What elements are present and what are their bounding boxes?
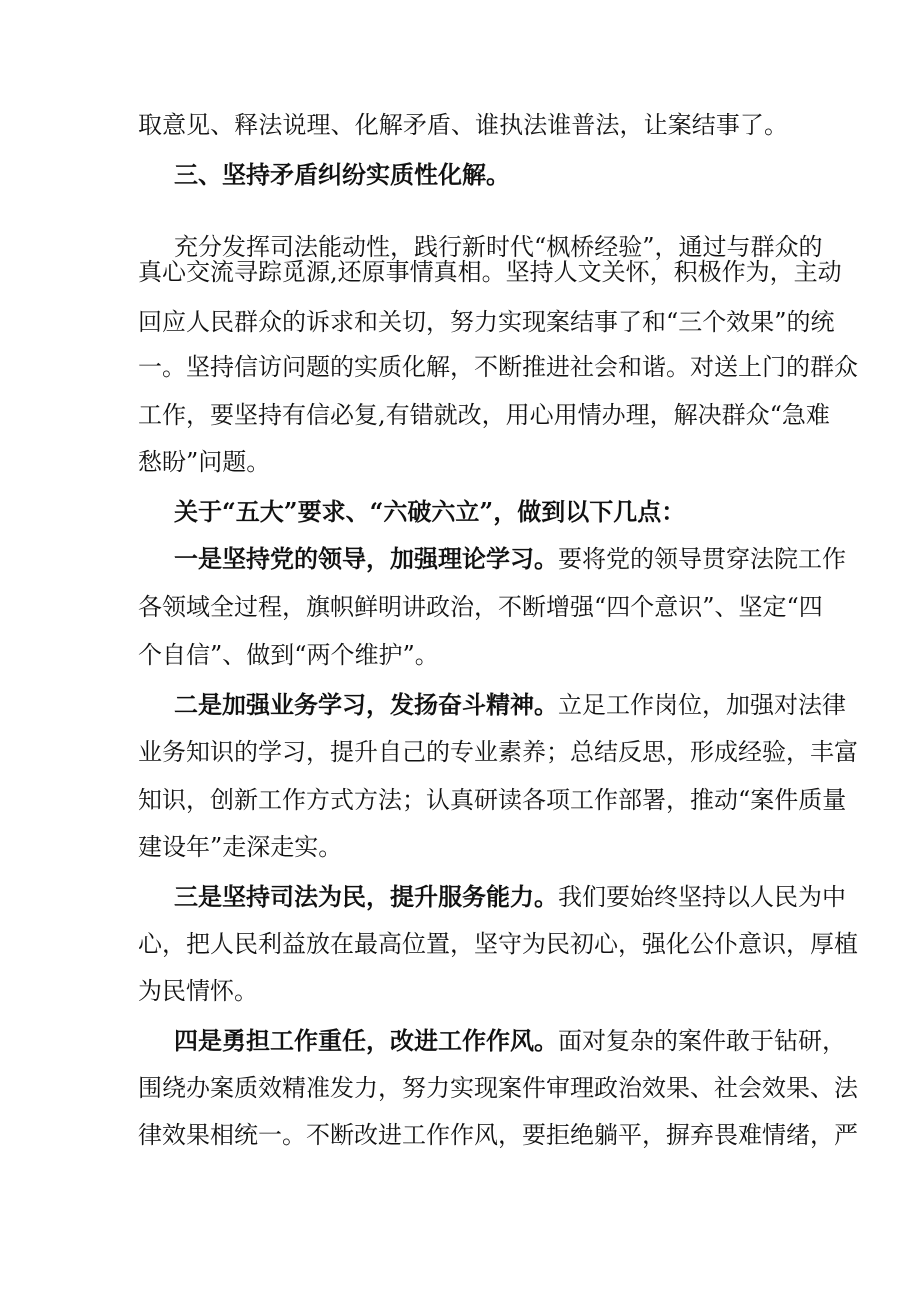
text-line: 为民情怀。 [138,977,258,1005]
mixed-paragraph-line [174,690,846,720]
text-line: 各领域全过程，旗帜鲜明讲政治，不断增强“四个意识”、坚定“四 [138,593,823,621]
text-line: 建设年”走深走实。 [138,833,343,861]
text-line: 工作，要坚持有信必复,有错就改，用心用情办理，解决群众“急难 [138,401,830,429]
text-line: 回应人民群众的诉求和关切，努力实现案结事了和“三个效果”的统 [138,308,835,336]
text-line: 心，把人民利益放在最高位置，坚守为民初心，强化公仆意识，厚植 [138,930,858,958]
text-line: 一。坚持信访问题的实质化解，不断推进社会和谐。对送上门的群众 [138,353,858,381]
point-text: 要将党的领导贯穿法院工作 [558,545,846,573]
mixed-paragraph-line [174,544,846,574]
point-title: 三是坚持司法为民，提升服务能力。 [174,882,558,911]
point-text: 面对复杂的案件敢于钻研， [558,1027,846,1055]
text-line: 围绕办案质效精准发力，努力实现案件审理政治效果、社会效果、法 [138,1074,858,1102]
text-line: 业务知识的学习，提升自己的专业素养；总结反思，形成经验，丰富 [138,738,858,766]
text-line: 律效果相统一。不断改进工作作风，要拒绝躺平，摒弃畏难情绪，严 [138,1121,858,1149]
point-text: 我们要始终坚持以人民为中 [558,883,846,911]
point-text: 立足工作岗位，加强对法律 [558,691,846,719]
text-line: 取意见、释法说理、化解矛盾、谁执法谁普法，让案结事了。 [138,111,788,139]
text-line: 充分发挥司法能动性，践行新时代“枫桥经验”，通过与群众的 [174,233,823,261]
mixed-paragraph-line [174,882,846,912]
text-line: 真心交流寻踪觅源,还原事情真相。坚持人文关怀，积极作为，主动 [138,258,842,286]
text-line: 个自信”、做到“两个维护”。 [138,641,439,669]
text-line: 知识，创新工作方式方法；认真研读各项工作部署，推动“案件质量 [138,786,847,814]
mixed-paragraph-line [174,1026,846,1056]
section-heading: 关于“五大”要求、“六破六立”，做到以下几点： [174,497,686,526]
point-title: 一是坚持党的领导，加强理论学习。 [174,544,558,573]
point-title: 二是加强业务学习，发扬奋斗精神。 [174,690,558,719]
point-title: 四是勇担工作重任，改进工作作风。 [174,1026,558,1055]
section-heading: 三、坚持矛盾纠纷实质性化解。 [174,160,510,189]
text-line: 愁盼”问题。 [138,448,271,476]
